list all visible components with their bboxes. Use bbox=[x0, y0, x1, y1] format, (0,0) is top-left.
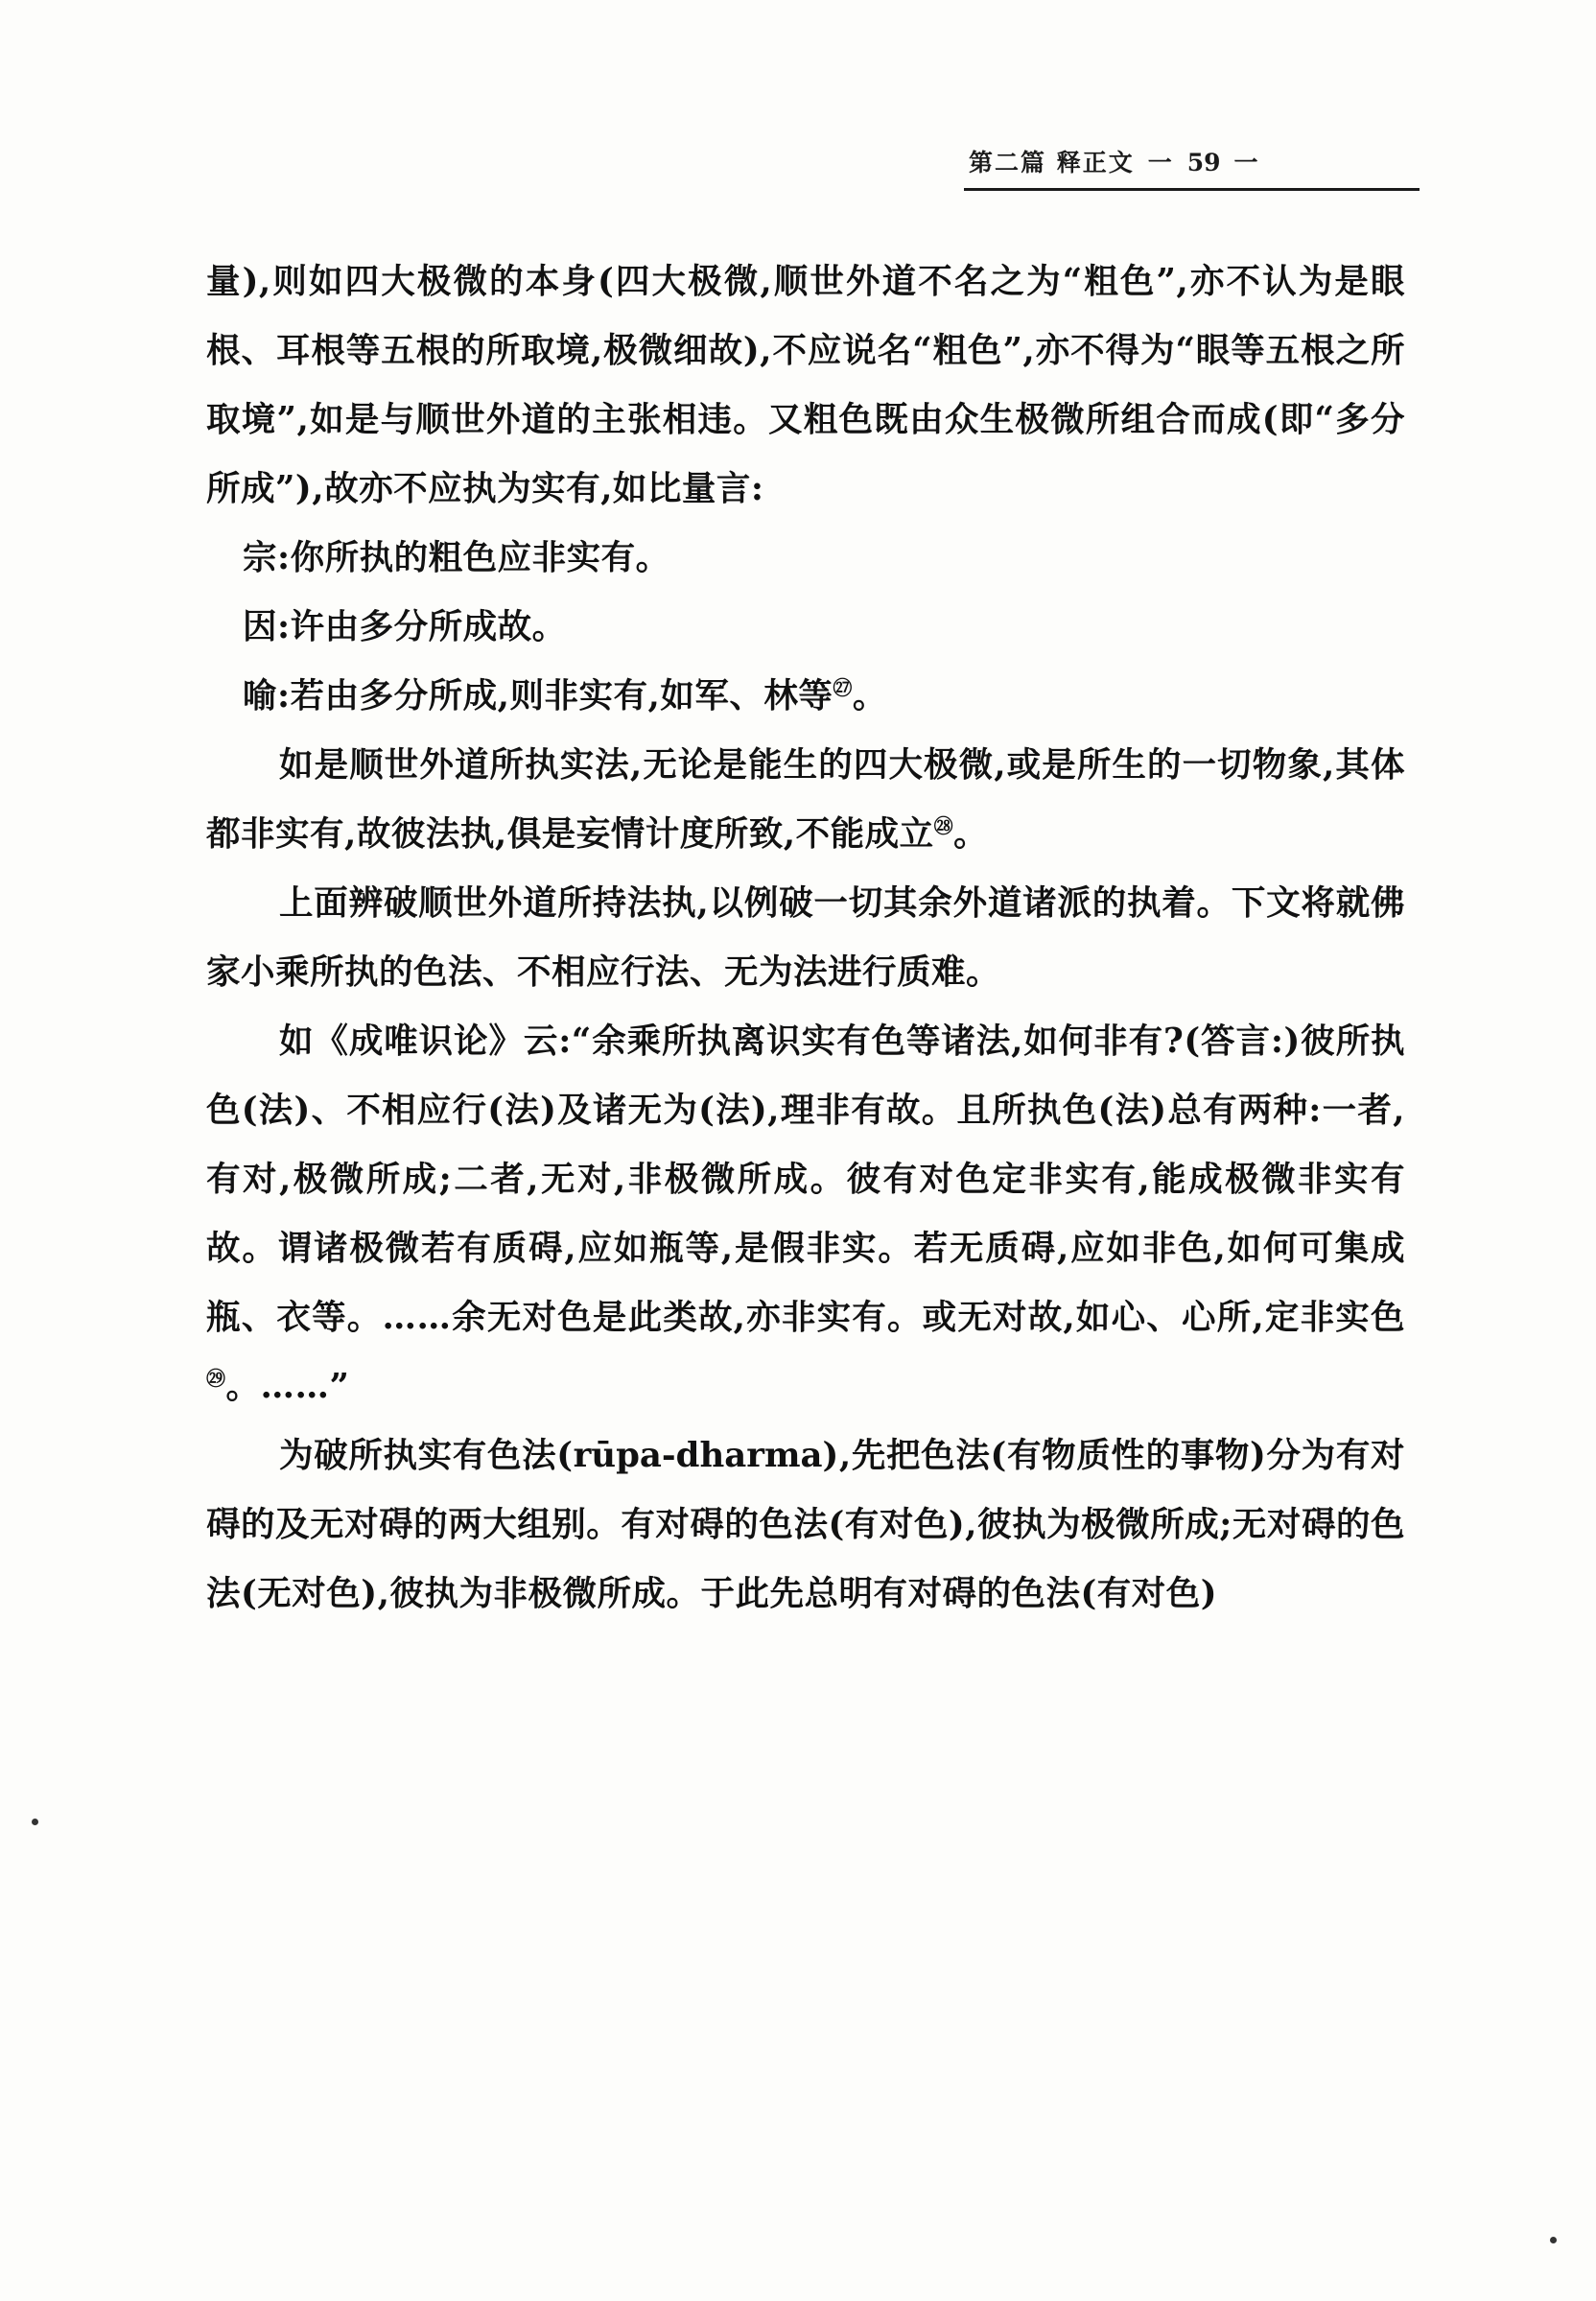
paragraph-1 bbox=[206, 247, 1405, 524]
paragraph-5 bbox=[206, 1421, 1405, 1629]
header-section-title: 第二篇 释正文 bbox=[969, 149, 1135, 176]
paragraph-yu-tail: 。 bbox=[852, 676, 887, 716]
paragraph-zong-text: 宗:你所执的粗色应非实有。 bbox=[243, 538, 670, 577]
page-header bbox=[969, 144, 1420, 178]
paragraph-yu-text: 喻:若由多分所成,则非实有,如军、林等 bbox=[243, 676, 833, 716]
paragraph-2 bbox=[206, 731, 1405, 869]
footnote-marker-27: ㉗ bbox=[833, 676, 853, 700]
paragraph-yin bbox=[206, 593, 1405, 662]
paragraph-5-text-before: 为破所执实有色法( bbox=[279, 1436, 574, 1475]
paragraph-2-tail: 。 bbox=[953, 814, 989, 854]
paragraph-zong bbox=[206, 524, 1405, 593]
paragraph-1-text: 量),则如四大极微的本身(四大极微,顺世外道不名之为“粗色”,亦不认为是眼根、耳根等五根的所取境,极微细故),不应说名“粗色”,亦不得为“眼等五根之所取境”,如是与顺世外道的主张相违。又粗色既由众生极微所组合而成(即“多分所成”),故亦不应执为实有,如比量言: bbox=[206, 262, 1405, 508]
paragraph-4-tail: 。……” bbox=[225, 1367, 350, 1406]
margin-dot-bottom bbox=[1550, 2237, 1557, 2243]
footnote-marker-28: ㉘ bbox=[933, 814, 954, 838]
header-dash-right: 一 bbox=[1233, 149, 1260, 176]
header-rule bbox=[964, 188, 1420, 191]
paragraph-4 bbox=[206, 1007, 1405, 1421]
paragraph-yu bbox=[206, 662, 1405, 731]
paragraph-2-text: 如是顺世外道所执实法,无论是能生的四大极微,或是所生的一切物象,其体都非实有,故彼法执,俱是妄情计度所致,不能成立 bbox=[206, 745, 1405, 854]
paragraph-4-text: 如《成唯识论》云:“余乘所执离识实有色等诸法,如何非有?(答言:)彼所执色(法)、不相应行(法)及诸无为(法),理非有故。且所执色(法)总有两种:一者,有对,极微所成;二者,无对,非极微所成。彼有对色定非实有,能成极微非实有故。谓诸极微若有质碍,应如瓶等,是假非实。若无质碍,应如非色,如何可集成瓶、衣等。……余无对色是此类故,亦非实有。或无对故,如心、心所,定非实色 bbox=[206, 1021, 1405, 1337]
header-dash-left: 一 bbox=[1147, 149, 1174, 176]
paragraph-3-text: 上面辨破顺世外道所持法执,以例破一切其余外道诸派的执着。下文将就佛家小乘所执的色法、不相应行法、无为法进行质难。 bbox=[206, 883, 1405, 992]
paragraph-3 bbox=[206, 869, 1405, 1007]
paragraph-5-text-after: ),先把色法(有物质性的事物)分为有对碍的及无对碍的两大组别。有对碍的色法(有对色),彼执为极微所成;无对碍的色法(无对色),彼执为非极微所成。于此先总明有对碍的色法(有对色) bbox=[206, 1436, 1405, 1613]
body-text-column bbox=[206, 247, 1405, 1629]
page-number: 59 bbox=[1186, 149, 1221, 176]
paragraph-yin-text: 因:许由多分所成故。 bbox=[243, 607, 567, 646]
margin-dot-left bbox=[32, 1819, 38, 1825]
footnote-marker-29: ㉙ bbox=[206, 1367, 226, 1391]
sanskrit-term-rupa-dharma: rūpa-dharma bbox=[573, 1436, 823, 1475]
